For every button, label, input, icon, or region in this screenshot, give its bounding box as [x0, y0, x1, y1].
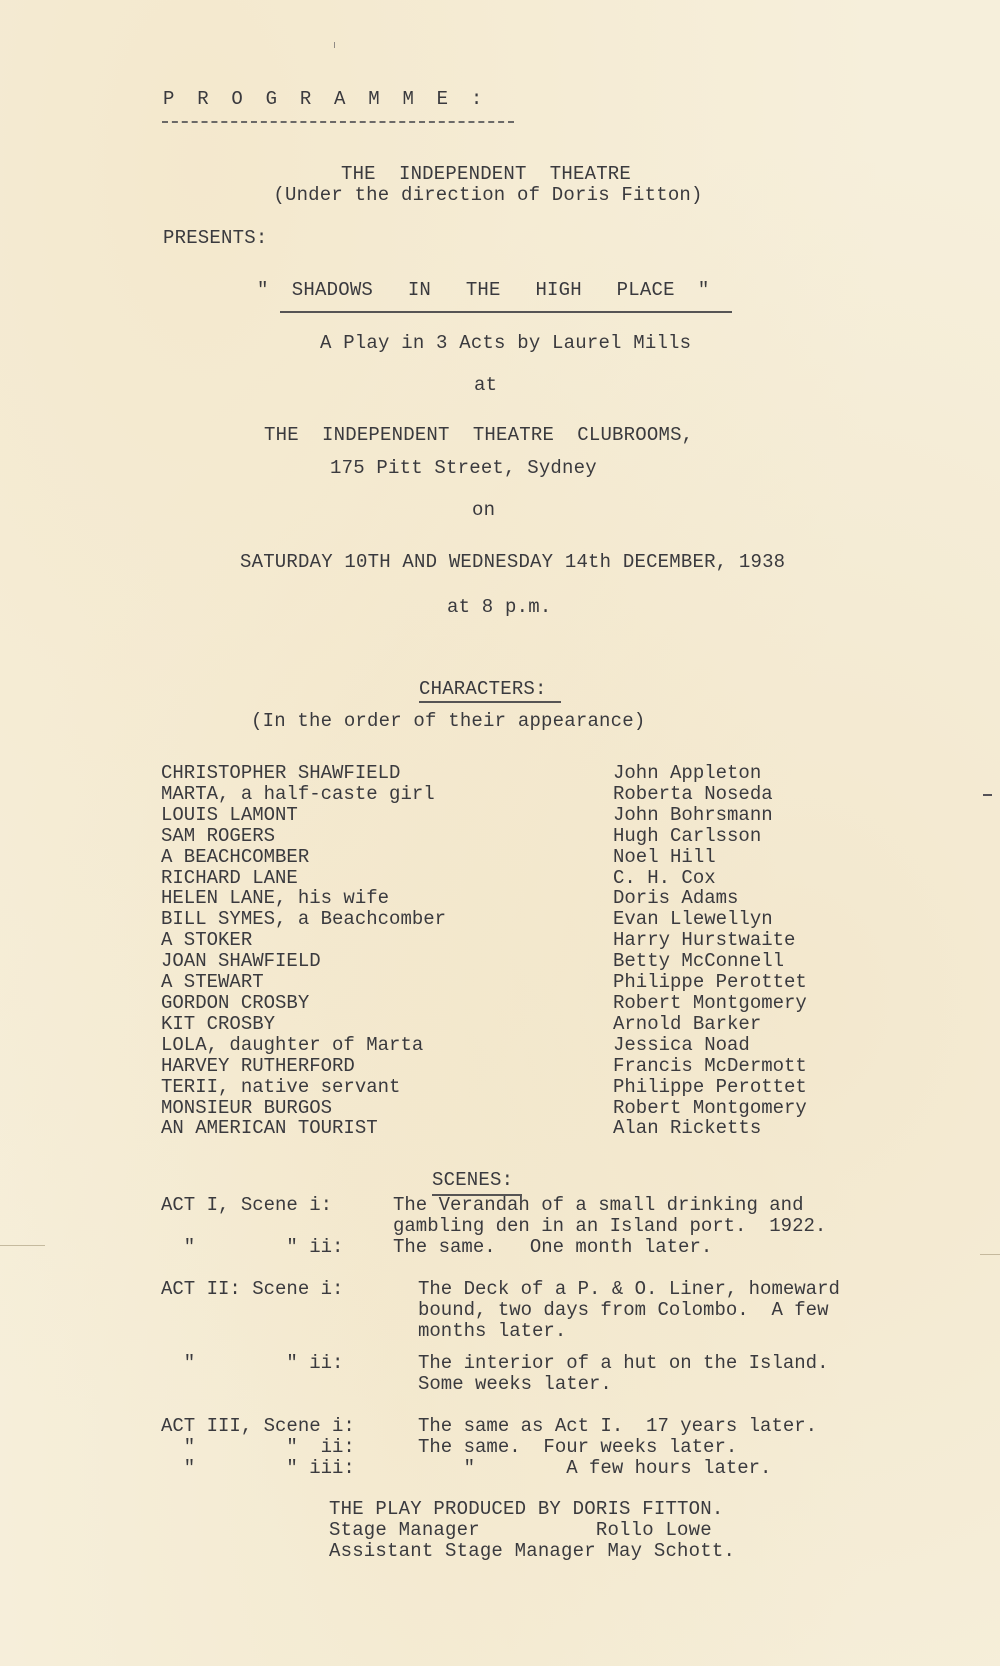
actor-name: Doris Adams [613, 887, 739, 910]
theatre-name: THE INDEPENDENT THEATRE [340, 163, 632, 185]
title-underline [280, 311, 732, 313]
characters-heading: CHARACTERS: [419, 678, 547, 700]
fold-crease-left [0, 1245, 45, 1246]
scene-description: The Deck of a P. & O. Liner, homeward [418, 1278, 840, 1300]
programme-label: P R O G R A M M E : [163, 88, 483, 110]
scenes-heading: SCENES: [432, 1169, 514, 1191]
programme-underline [162, 121, 514, 123]
stage-manager-credit: Stage Manager Rollo Lowe [329, 1519, 712, 1541]
performance-dates: SATURDAY 10TH AND WEDNESDAY 14th DECEMBER, 1938 [240, 551, 786, 573]
actor-name: John Appleton [613, 762, 762, 784]
actor-name: Noel Hill [613, 845, 716, 868]
scan-mark-right [983, 794, 992, 796]
role-name: KIT CROSBY [161, 1012, 276, 1035]
scene-description: The Verandah of a small drinking and [393, 1194, 804, 1216]
role-name: RICHARD LANE [161, 866, 298, 889]
scene-description: bound, two days from Colombo. A few [418, 1299, 829, 1321]
dates-on: on [472, 499, 496, 521]
characters-underline [419, 701, 561, 703]
scene-label: ACT I, Scene i: [161, 1194, 333, 1216]
actor-name: Evan Llewellyn [613, 908, 773, 931]
role-name: TERII, native servant [161, 1075, 401, 1098]
venue-line-2: 175 Pitt Street, Sydney [330, 457, 597, 479]
role-name: MARTA, a half-caste girl [161, 782, 435, 805]
role-name: JOAN SHAWFIELD [161, 950, 321, 973]
assistant-stage-manager-credit: Assistant Stage Manager May Schott. [329, 1540, 736, 1562]
scene-label: " " ii: [161, 1436, 355, 1458]
role-name: A STEWART [161, 971, 264, 994]
theatre-direction: (Under the direction of Doris Fitton) [273, 184, 703, 206]
role-name: LOUIS LAMONT [161, 803, 298, 826]
fold-crease-right [980, 1254, 1000, 1255]
role-name: HARVEY RUTHERFORD [161, 1054, 355, 1077]
role-name: CHRISTOPHER SHAWFIELD [161, 762, 401, 784]
role-name: A STOKER [161, 929, 253, 952]
actor-name: John Bohrsmann [613, 803, 773, 826]
scene-label: ACT II: Scene i: [161, 1278, 344, 1300]
role-name: AN AMERICAN TOURIST [161, 1117, 378, 1140]
scene-description: The same. Four weeks later. [418, 1436, 738, 1458]
venue-line-1: THE INDEPENDENT THEATRE CLUBROOMS, [264, 424, 694, 446]
role-name: SAM ROGERS [161, 824, 276, 847]
role-name: BILL SYMES, a Beachcomber [161, 908, 447, 931]
actor-name: Roberta Noseda [613, 782, 773, 805]
actor-name: Arnold Barker [613, 1012, 762, 1035]
actor-name: Betty McConnell [613, 950, 785, 973]
actor-name: Harry Hurstwaite [613, 929, 796, 952]
role-name: A BEACHCOMBER [161, 845, 310, 868]
scene-description: gambling den in an Island port. 1922. [393, 1215, 827, 1237]
role-list [161, 763, 446, 1139]
scene-description: The interior of a hut on the Island. [418, 1352, 829, 1374]
play-title: " SHADOWS IN THE HIGH PLACE " [257, 279, 710, 301]
role-name: MONSIEUR BURGOS [161, 1096, 333, 1119]
actor-name: Hugh Carlsson [613, 824, 762, 847]
actor-name: Robert Montgomery [613, 1096, 807, 1119]
scan-speck [334, 42, 335, 48]
performance-time: at 8 p.m. [447, 596, 552, 618]
presents-label: PRESENTS: [163, 227, 268, 249]
scene-description: The same. One month later. [393, 1236, 713, 1258]
role-name: HELEN LANE, his wife [161, 887, 390, 910]
actor-name: Philippe Perottet [613, 1075, 807, 1098]
actor-list [613, 763, 807, 1139]
characters-subheading: (In the order of their appearance) [251, 710, 646, 732]
scene-label: ACT III, Scene i: [161, 1415, 355, 1437]
scene-description: Some weeks later. [418, 1373, 612, 1395]
role-name: LOLA, daughter of Marta [161, 1033, 424, 1056]
role-name: GORDON CROSBY [161, 991, 310, 1014]
scene-label: " " ii: [161, 1352, 344, 1374]
actor-name: C. H. Cox [613, 866, 716, 889]
scene-description: The same as Act I. 17 years later. [418, 1415, 818, 1437]
actor-name: Jessica Noad [613, 1033, 750, 1056]
producer-credit: THE PLAY PRODUCED BY DORIS FITTON. [329, 1498, 724, 1520]
scene-description: " A few hours later. [418, 1457, 772, 1479]
actor-name: Alan Ricketts [613, 1117, 762, 1140]
scene-label: " " ii: [161, 1236, 344, 1258]
play-subtitle: A Play in 3 Acts by Laurel Mills [320, 332, 692, 354]
actor-name: Robert Montgomery [613, 991, 807, 1014]
venue-at: at [474, 374, 498, 396]
scene-description: months later. [418, 1320, 567, 1342]
scene-label: " " iii: [161, 1457, 355, 1479]
actor-name: Philippe Perottet [613, 971, 807, 994]
actor-name: Francis McDermott [613, 1054, 807, 1077]
